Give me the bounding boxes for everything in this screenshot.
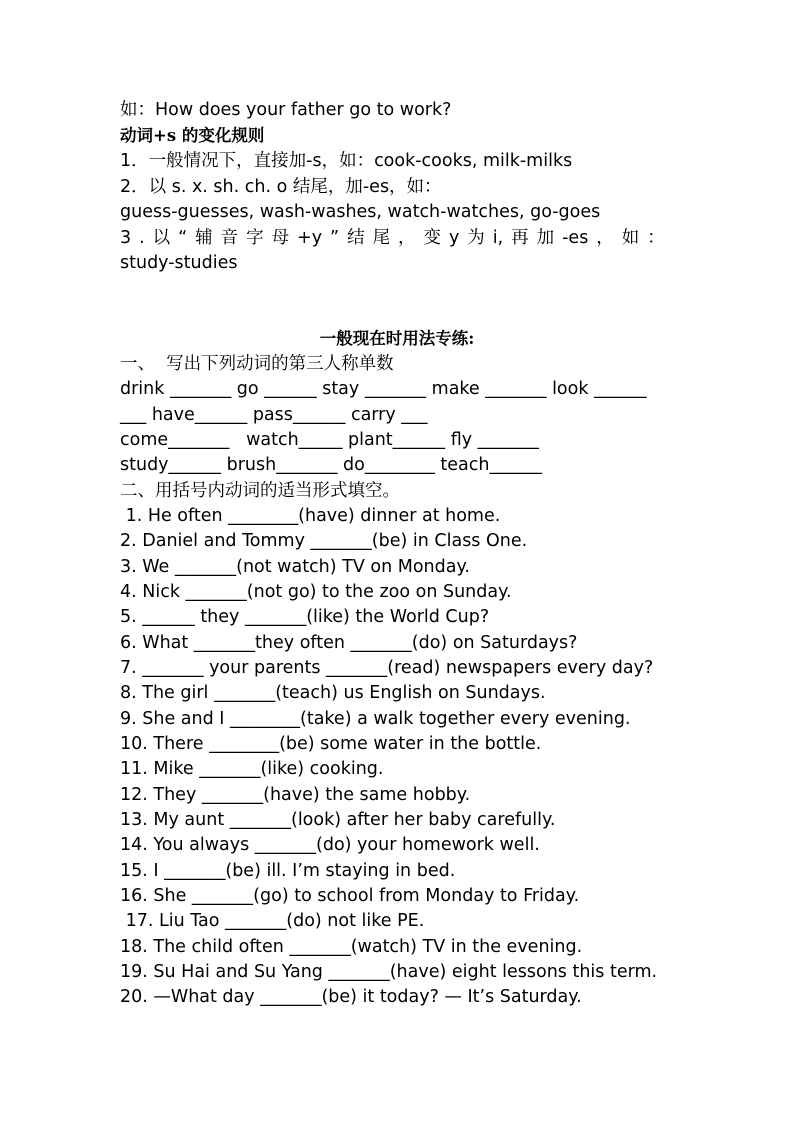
exercise-item: 5. ______ they _______(like) the World Cup? — [120, 607, 490, 627]
exercise-item: 12. They _______(have) the same hobby. — [120, 785, 471, 805]
verb-list-line: drink _______ go ______ stay _______ make _______ look ______ — [120, 379, 647, 399]
rule-3: 3 . 以 “ 辅 音 字 母 +y ” 结 尾 ， 变 y 为 i, 再 加 -es ， 如 ： — [120, 228, 665, 248]
exercise-item: 2. Daniel and Tommy _______(be) in Class One. — [120, 531, 528, 551]
exercise-item: 15. I _______(be) ill. I’m staying in bed. — [120, 861, 456, 881]
verb-list-line: ___ have______ pass______ carry ___ — [120, 405, 428, 425]
exercise-item: 14. You always _______(do) your homework well. — [120, 835, 540, 855]
verb-list-line: study______ brush_______ do________ teach______ — [120, 455, 542, 475]
exercise-item: 1. He often ________(have) dinner at home. — [120, 506, 501, 526]
exercise-title: 一般现在时用法专练: — [319, 329, 475, 348]
exercise-item: 10. There ________(be) some water in the bottle. — [120, 734, 542, 754]
rule-1: 1．一般情况下，直接加-s，如：cook-cooks, milk-milks — [120, 151, 573, 171]
rule-2: 2．以 s. x. sh. ch. o 结尾，加-es，如： — [120, 177, 442, 197]
exercise-item: 3. We _______(not watch) TV on Monday. — [120, 557, 470, 577]
exercise-item: 13. My aunt _______(look) after her baby carefully. — [120, 810, 556, 830]
exercise-item: 6. What _______they often _______(do) on Saturdays? — [120, 633, 578, 653]
exercise-item: 4. Nick _______(not go) to the zoo on Sunday. — [120, 582, 512, 602]
exercise-item: 16. She _______(go) to school from Monday to Friday. — [120, 886, 580, 906]
rule-3-example: study-studies — [120, 253, 238, 273]
exercise-item: 20. —What day _______(be) it today? — It’s Saturday. — [120, 987, 582, 1007]
exercise-item: 18. The child often _______(watch) TV in the evening. — [120, 937, 583, 957]
exercise-item: 8. The girl _______(teach) us English on Sundays. — [120, 683, 546, 703]
exercise-item: 7. _______ your parents _______(read) newspapers every day? — [120, 658, 654, 678]
verb-list-line: come_______ watch_____ plant______ fly _______ — [120, 430, 539, 450]
exercise-item: 19. Su Hai and Su Yang _______(have) eight lessons this term. — [120, 962, 658, 982]
rule-heading: 动词+s 的变化规则 — [120, 126, 265, 145]
exercise-item: 17. Liu Tao _______(do) not like PE. — [120, 911, 425, 931]
example-sentence: 如：How does your father go to work? — [120, 100, 452, 120]
section-2-heading: 二、用括号内动词的适当形式填空。 — [120, 481, 400, 501]
rule-2-examples: guess-guesses, wash-washes, watch-watches, go-goes — [120, 202, 601, 222]
section-1-heading: 一、 写出下列动词的第三人称单数 — [120, 354, 394, 374]
exercise-item: 11. Mike _______(like) cooking. — [120, 759, 384, 779]
exercise-item: 9. She and I ________(take) a walk together every evening. — [120, 709, 631, 729]
